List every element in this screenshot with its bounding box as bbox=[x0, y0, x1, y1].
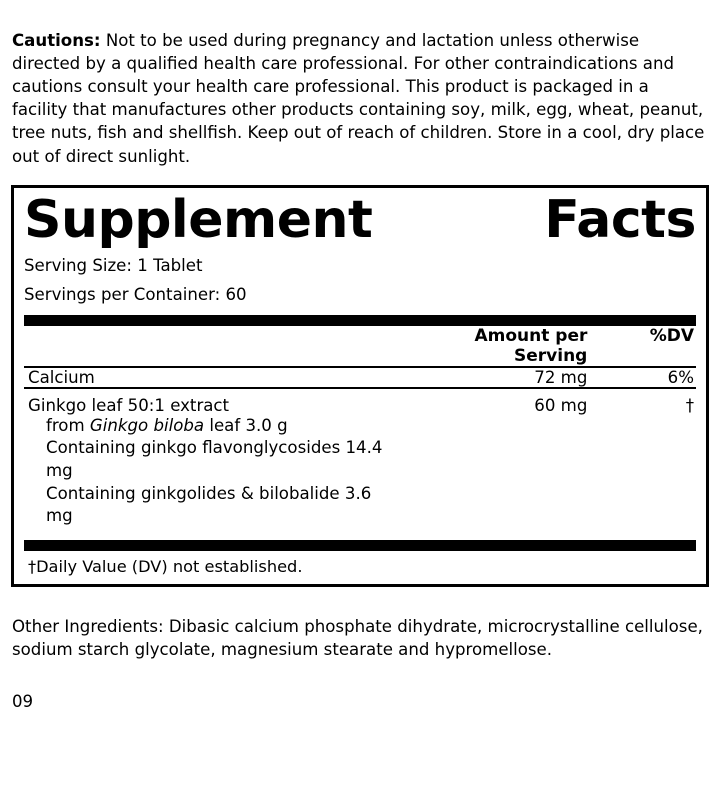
cautions-text: Not to be used during pregnancy and lactation unless otherwise directed by a qualified health care professional. For other contraindications and cautions consult your health care professional. This product is packaged in a facility that manufactures other products containing soy, milk, egg, wheat, peanut, tree nuts, fish and shellfish. Keep out of reach of children. Store in a cool, dry place out of direct sunlight. bbox=[12, 30, 705, 166]
row-subline-1: Containing ginkgo flavonglycosides 14.4 mg bbox=[46, 438, 383, 480]
supplement-facts-panel bbox=[11, 185, 709, 587]
subline-0-italic: Ginkgo biloba bbox=[89, 415, 205, 435]
row-subline-0 bbox=[28, 415, 399, 438]
nutrition-rows bbox=[22, 368, 698, 387]
row-title-ginkgo: Ginkgo leaf 50:1 extract bbox=[28, 395, 230, 415]
daily-value-footnote: †Daily Value (DV) not established. bbox=[28, 556, 303, 576]
row-amount-calcium: 72 mg bbox=[534, 367, 588, 387]
nutrition-rows-2 bbox=[22, 389, 698, 534]
table-header-row bbox=[22, 326, 698, 366]
subline-0-post: leaf 3.0 g bbox=[204, 415, 288, 435]
table-row bbox=[22, 368, 698, 387]
row-name-ginkgo bbox=[22, 389, 401, 534]
supplement-facts-title bbox=[22, 189, 698, 250]
serving-size: Serving Size: 1 Tablet bbox=[24, 256, 203, 276]
table-row bbox=[22, 389, 698, 534]
subline-0-pre: from bbox=[46, 415, 90, 435]
header-percent-dv: %DV bbox=[649, 325, 694, 346]
row-name-calcium: Calcium bbox=[28, 367, 95, 387]
row-amount-ginkgo: 60 mg bbox=[534, 395, 588, 415]
row-dv-calcium: 6% bbox=[667, 367, 694, 387]
rule-thick-top bbox=[24, 315, 696, 326]
other-ingredients: Other Ingredients: Dibasic calcium phosphate dihydrate, microcrystalline cellulose, sodium starch glycolate, magnesium stearate and hypromellose. bbox=[12, 617, 703, 660]
revision-code: 09 bbox=[12, 692, 34, 712]
nutrition-table bbox=[22, 326, 698, 366]
rule-thick-bottom bbox=[24, 540, 696, 551]
cautions-label: Cautions: bbox=[12, 30, 101, 50]
row-dv-ginkgo: † bbox=[685, 395, 694, 415]
header-amount-per-serving: Amount per Serving bbox=[474, 325, 588, 366]
label-page bbox=[0, 17, 720, 785]
servings-per-container: Servings per Container: 60 bbox=[24, 284, 247, 304]
cautions-paragraph bbox=[10, 17, 710, 168]
header-name bbox=[22, 326, 401, 366]
supplement-facts-title-right: Facts bbox=[544, 189, 696, 250]
supplement-facts-title-left: Supplement bbox=[24, 189, 373, 250]
row-subline-2: Containing ginkgolides & bilobalide 3.6 mg bbox=[46, 483, 372, 526]
